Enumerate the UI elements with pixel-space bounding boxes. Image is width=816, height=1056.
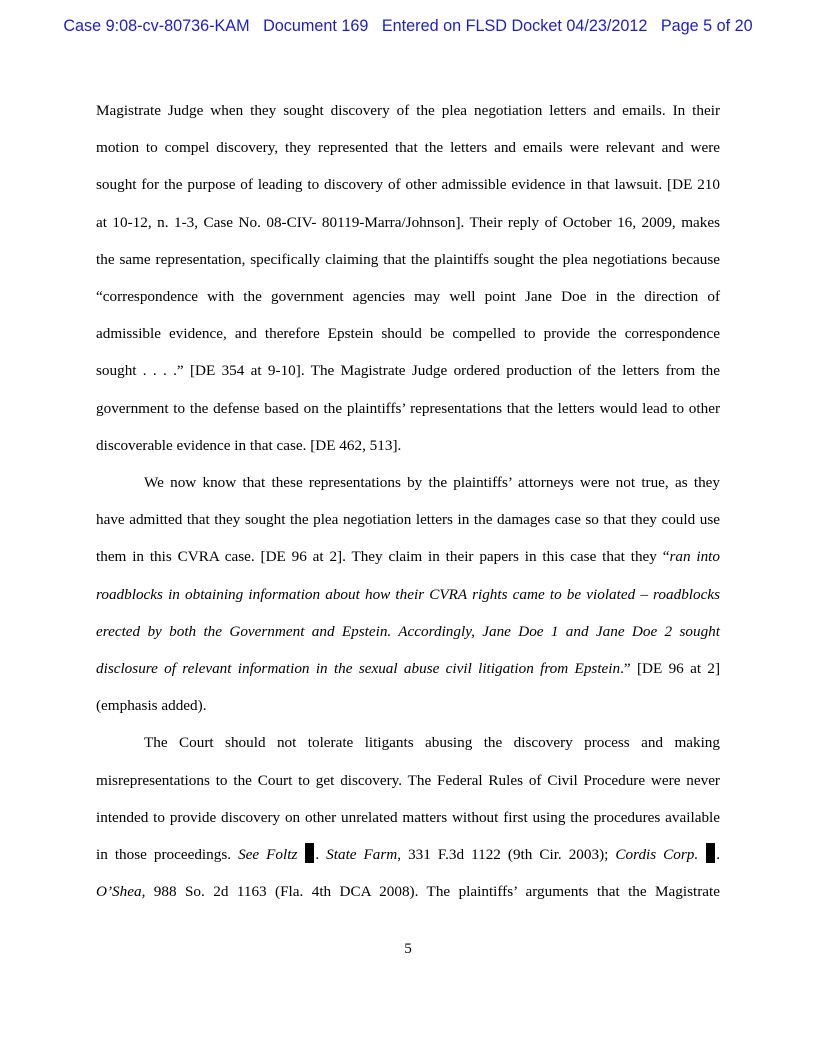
text-line: government to the defense based on the plaintiffs’ representations that the letters would lead to other: [96, 399, 720, 417]
text-run: .: [716, 846, 720, 864]
document-number: Document 169: [263, 17, 369, 35]
text-line: We now know that these representations by the plaintiffs’ attorneys were not true, as they: [144, 474, 720, 492]
case-cite-italic: See Foltz: [238, 846, 298, 864]
quote-italic: erected by both the Government and Epstein. Accordingly, Jane Doe 1 and Jane Doe 2 sought: [96, 622, 720, 640]
quote-italic: roadblocks in obtaining information about how their CVRA rights came to be violated – roadblocks: [96, 585, 720, 603]
text-run: in those proceedings.: [96, 846, 239, 864]
quote-italic: disclosure of relevant information in the sexual abuse civil litigation from Epstein: [96, 660, 621, 678]
redaction-block: [706, 843, 715, 863]
text-line: “correspondence with the government agencies may well point Jane Doe in the direction of: [96, 288, 720, 306]
case-cite-italic: State Farm: [326, 846, 398, 864]
text-line: intended to provide discovery on other unrelated matters without first using the procedures available: [96, 808, 720, 826]
text-run: .: [315, 846, 327, 864]
text-line: Magistrate Judge when they sought discovery of the plea negotiation letters and emails. In their: [96, 102, 720, 119]
text-run: them in this CVRA case. [DE 96 at 2]. They claim in their papers in this case that they “: [96, 548, 670, 566]
text-line: misrepresentations to the Court to get discovery. The Federal Rules of Civil Procedure were never: [96, 771, 720, 789]
text-line: the same representation, specifically claiming that the plaintiffs sought the plea negotiations because: [96, 250, 720, 268]
redaction-block: [305, 843, 314, 863]
text-run: , 988 So. 2d 1163 (Fla. 4th DCA 2008). The plaintiffs’ arguments that the Magistrate: [141, 883, 720, 901]
text-line: [96, 873, 720, 910]
docket-header: [0, 17, 816, 36]
page-count: Page 5 of 20: [660, 17, 753, 35]
quote-italic: ran into: [669, 548, 721, 566]
text-line: [96, 650, 720, 687]
text-line: at 10-12, n. 1-3, Case No. 08-CIV- 80119-Marra/Johnson]. Their reply of October 16, 2009, makes: [96, 213, 720, 231]
text-line: (emphasis added).: [96, 697, 207, 715]
case-number: Case 9:08-cv-80736-KAM: [63, 17, 250, 35]
text-line: [96, 576, 720, 613]
text-line: sought for the purpose of leading to discovery of other admissible evidence in that lawsuit. [DE 210: [96, 176, 720, 194]
docket-entry-date: Entered on FLSD Docket 04/23/2012: [381, 17, 648, 35]
text-run: .” [DE 96 at 2]: [620, 660, 720, 678]
case-cite-italic: Cordis Corp.: [615, 846, 699, 864]
case-cite-italic: O’Shea: [96, 883, 142, 901]
text-line: The Court should not tolerate litigants abusing the discovery process and making: [144, 734, 720, 752]
text-line: have admitted that they sought the plea negotiation letters in the damages case so that they could use: [96, 511, 720, 529]
text-line: [96, 538, 720, 575]
text-line: admissible evidence, and therefore Epstein should be compelled to provide the correspondence: [96, 325, 720, 343]
document-body: [96, 92, 720, 910]
text-line: [96, 613, 720, 650]
text-line: motion to compel discovery, they represented that the letters and emails were relevant and were: [96, 139, 720, 157]
text-line: discoverable evidence in that case. [DE 462, 513].: [96, 436, 402, 454]
text-line: [96, 836, 720, 873]
page-number: 5: [404, 940, 412, 957]
text-line: sought . . . .” [DE 354 at 9-10]. The Magistrate Judge ordered production of the letters from the: [96, 362, 720, 380]
text-run: , 331 F.3d 1122 (9th Cir. 2003);: [397, 846, 616, 864]
